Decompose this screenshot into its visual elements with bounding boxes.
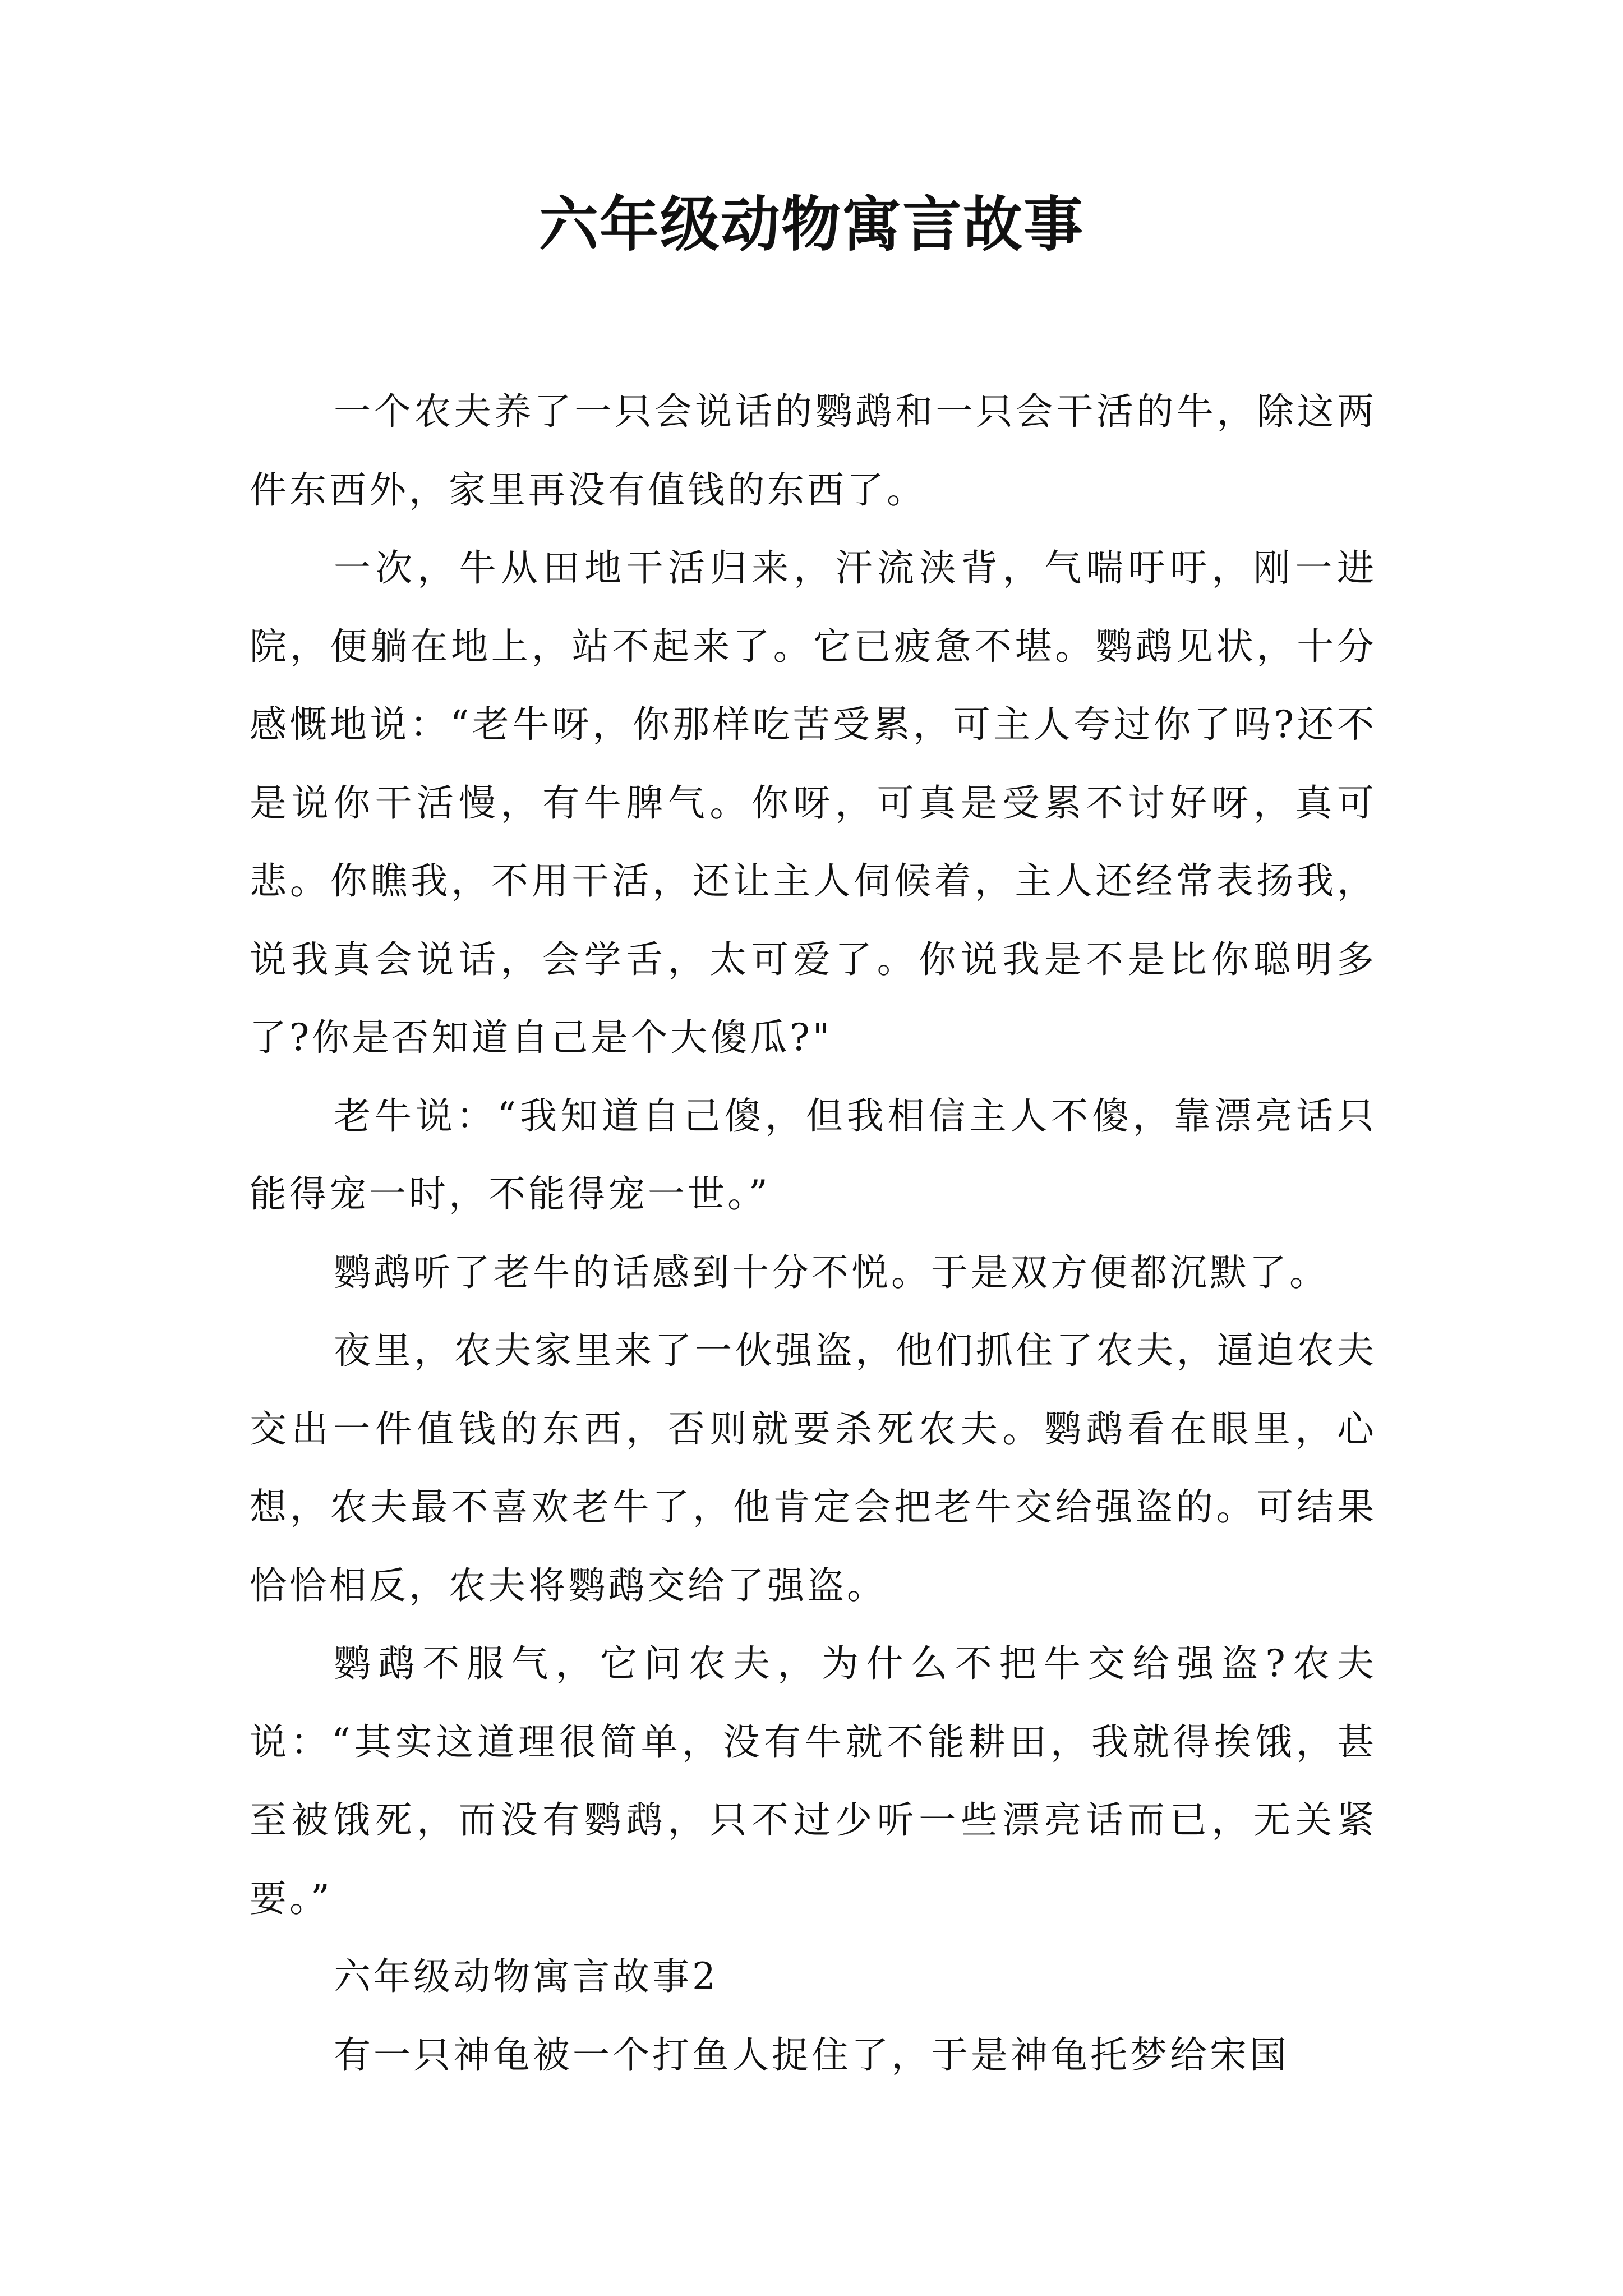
document-title: 六年级动物寓言故事 <box>539 189 1084 259</box>
paragraph-7: 有一只神龟被一个打鱼人捉住了，于是神龟托梦给宋国 <box>334 2033 1289 2077</box>
paragraph-4: 鹦鹉听了老牛的话感到十分不悦。于是双方便都沉默了。 <box>334 1250 1329 1294</box>
paragraph-3: 老牛说：“我知道自己傻，但我相信主人不傻，靠漂亮话只能得宠一时，不能得宠一世。” <box>250 1094 1377 1216</box>
section-heading-story-2: 六年级动物寓言故事2 <box>334 1955 718 1998</box>
paragraph-2: 一次，牛从田地干活归来，汗流浃背，气喘吁吁，刚一进院，便躺在地上，站不起来了。它已疲惫不堪。鹦鹉见状，十分感慨地说：“老牛呀，你那样吃苦受累，可主人夸过你了吗?还不是说你干活慢，有牛脾气。你呀，可真是受累不讨好呀，真可悲。你瞧我，不用干活，还让主人伺候着，主人还经常表扬我，说我真会说话，会学舌，太可爱了。你说我是不是比你聪明多了?你是否知道自己是个大傻瓜?" <box>250 546 1377 1059</box>
document-body <box>250 372 1377 2094</box>
paragraph-1: 一个农夫养了一只会说话的鹦鹉和一只会干活的牛，除这两件东西外，家里再没有值钱的东西了。 <box>250 390 1377 512</box>
paragraph-6: 鹦鹉不服气，它问农夫，为什么不把牛交给强盗?农夫说：“其实这道理很简单，没有牛就不能耕田，我就得挨饿，甚至被饿死，而没有鹦鹉，只不过少听一些漂亮话而已，无关紧要。” <box>250 1642 1377 1920</box>
paragraph-5: 夜里，农夫家里来了一伙强盗，他们抓住了农夫，逼迫农夫交出一件值钱的东西，否则就要杀死农夫。鹦鹉看在眼里，心想，农夫最不喜欢老牛了，他肯定会把老牛交给强盗的。可结果恰恰相反，农夫将鹦鹉交给了强盗。 <box>250 1329 1377 1607</box>
